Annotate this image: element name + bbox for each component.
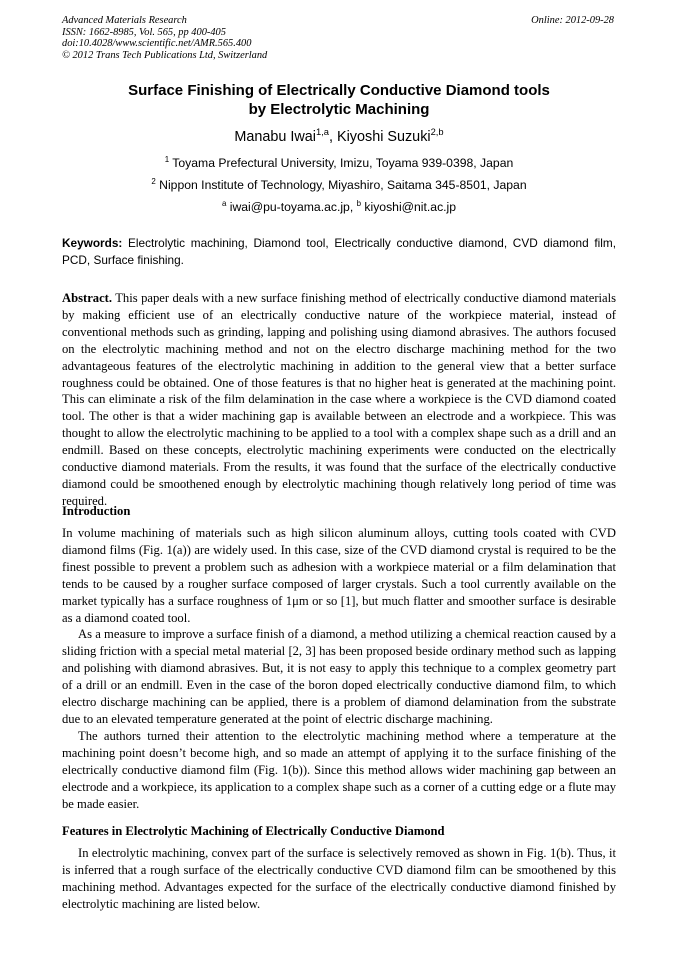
title-line-1: Surface Finishing of Electrically Conductive Diamond tools: [128, 82, 550, 99]
keywords-text: Electrolytic machining, Diamond tool, Electrically conductive diamond, CVD diamond film, PCD, Surface finishing.: [62, 236, 616, 267]
author-separator: ,: [329, 129, 337, 145]
intro-paragraph-1: In volume machining of materials such as high silicon aluminum alloys, cutting tools coated with CVD diamond films (Fig. 1(a)) are widely used. In this case, size of the CVD diamond crystal is required to be the finest possible to prevent a problem such as adhesion with a workpiece material or a film delamination that tends to be caused by a rougher surface composed of larger crystals. Such a tool currently available on the market typically has a surface roughness of 1μm or so [1], but much flatter and smoother surface is desirable as a diamond coated tool.: [62, 526, 616, 625]
affiliation-1-text: Toyama Prefectural University, Imizu, Toyama 939-0398, Japan: [172, 156, 514, 170]
doi-line: doi:10.4028/www.scientific.net/AMR.565.400: [62, 38, 252, 50]
features-paragraph-1: In electrolytic machining, convex part of the surface is selectively removed as shown in Fig. 1(b). Thus, it is inferred that a rough surface of the electrically conductive CVD diamond film can be smoothened by this machining method. Advantages expected for the surface of the electrically conductive diamond finished by electrolytic machining are listed below.: [62, 846, 616, 911]
email-b-mark: b: [356, 198, 362, 208]
abstract-text: This paper deals with a new surface finishing method of electrically conductive diamond materials by making efficient use of an electrically conductive nature of the workpiece material, instead of conventional methods such as grinding, lapping and polishing using diamond abrasives. The authors focused on the electrolytic machining method and not on the electro discharge machining method for the two advantageous features of the electrolytic machining in addition to the general view that a better surface roughness could be obtained. One of those features is that no higher heat is generated at the machining point. This can eliminate a risk of the film delamination in the case where a workpiece is the CVD diamond coated tool. The other is that a wider machining gap is available between an electrode and a workpiece. This was thought to allow the electrolytic machining to be applied to a tool with a complex shape such as a drill and an endmill. Based on these concepts, electrolytic machining experiments were conducted on the electrically conductive diamond materials. From the results, it was found that the surface of the electrically conductive diamond could be smoothened enough by electrolytic machining though relatively long period of time was required.: [62, 291, 617, 508]
author-2: Kiyoshi Suzuki: [337, 129, 431, 145]
issn-line: ISSN: 1662-8985, Vol. 565, pp 400-405: [62, 26, 226, 38]
intro-paragraph-3: The authors turned their attention to the electrolytic machining method where a temperature at the machining point doesn’t become high, and so made an attempt of applying it to the surface finishing of the electrically conductive diamond film (Fig. 1(b)). Since this method allows wider machining gap between an electrode and a workpiece, its application to a complex shape such as a corner of a cutting edge or a flute may be made easier.: [62, 728, 616, 811]
affiliation-2-mark: 2: [151, 176, 156, 186]
copyright-line: © 2012 Trans Tech Publications Ltd, Switzerland: [62, 49, 268, 61]
features-heading: Features in Electrolytic Machining of Electrically Conductive Diamond: [62, 824, 445, 838]
online-date: Online: 2012-09-28: [531, 15, 614, 26]
author-2-affil: 2,b: [430, 127, 444, 138]
abstract-label: Abstract.: [62, 291, 113, 305]
author-1-affil: 1,a: [316, 127, 329, 138]
abstract-block: [62, 290, 616, 510]
affiliation-1: [62, 156, 616, 171]
email-b[interactable]: kiyoshi@nit.ac.jp: [364, 200, 457, 214]
journal-name: Advanced Materials Research: [62, 15, 187, 26]
email-a-mark: a: [221, 198, 227, 208]
keywords-block: [62, 235, 616, 269]
affiliation-2-text: Nippon Institute of Technology, Miyashiro, Saitama 345-8501, Japan: [159, 178, 527, 192]
title-line-2: by Electrolytic Machining: [248, 100, 430, 118]
affiliation-1-mark: 1: [164, 154, 170, 164]
introduction-body: [62, 525, 616, 812]
features-body: [62, 845, 616, 913]
journal-header: [62, 15, 267, 61]
email-line: [62, 200, 616, 215]
introduction-heading: Introduction: [62, 504, 131, 518]
keywords-label: Keywords:: [62, 236, 123, 250]
intro-paragraph-2: As a measure to improve a surface finish of a diamond, a method utilizing a chemical reaction caused by a sliding friction with a special metal material [2, 3] has been proposed beside ordinary method such as lapping and polishing with diamond abrasives. But, it is not easy to apply this technique to a complex geometry part of a drill or an endmill. Even in the case of the boron doped electrically conductive diamond film, to which electro discharge machining can be applied, there is a problem of diamond delamination from the substrate due to an elevated temperature generated at the point of electric discharge machining.: [62, 627, 616, 726]
affiliation-2: [62, 178, 616, 193]
email-a[interactable]: iwai@pu-toyama.ac.jp,: [229, 200, 354, 214]
paper-title: [62, 82, 616, 119]
author-1: Manabu Iwai: [234, 129, 316, 145]
author-list: [62, 128, 616, 146]
